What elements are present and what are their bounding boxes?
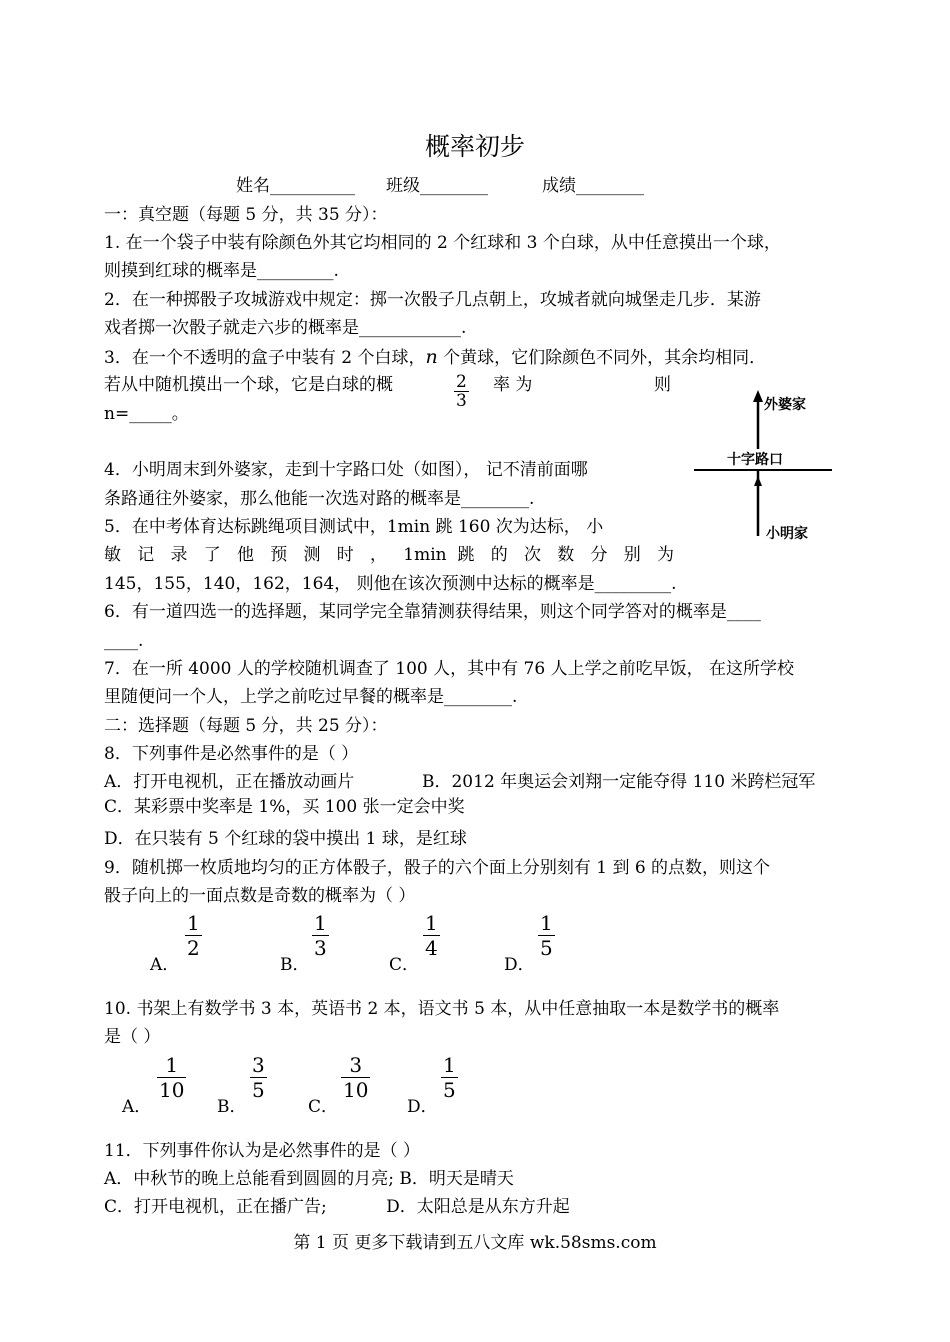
q11-stem: 11．下列事件你认为是必然事件的是（ ） [104, 1141, 421, 1161]
q9-option-c-frac [423, 912, 440, 959]
class-field: 班级________ [386, 176, 488, 196]
q10-option-d-frac [441, 1054, 458, 1101]
q9-line2: 骰子向上的一面点数是奇数的概率为（ ） [104, 886, 416, 906]
q3-text-b: 个黄球，它们除颜色不同外，其余均相同． [437, 348, 767, 368]
q11-options-cd: C．打开电视机，正在播广告; D．太阳总是从东方升起 [104, 1197, 570, 1217]
q4-line2: 条路通往外婆家，那么他能一次选对路的概率是________. [104, 489, 535, 509]
q9-a-den: 2 [187, 936, 200, 960]
q5-line3: 145，155，140，162，164， 则他在该次预测中达标的概率是_________. [104, 574, 677, 594]
score-field: 成绩________ [542, 176, 644, 196]
label-grandma-home: 外婆家 [764, 397, 806, 413]
q9-option-a-label: A． [150, 955, 180, 975]
q10-a-den: 10 [159, 1078, 185, 1102]
q9-d-den: 5 [540, 936, 553, 960]
q8-option-a: A．打开电视机，正在播放动画片 [104, 772, 355, 792]
q9-line1: 9．随机掷一枚质地均匀的正方体骰子，骰子的六个面上分别刻有 1 到 6 的点数，则这个 [104, 858, 771, 878]
q6-line1: 6．有一道四选一的选择题，某同学完全靠猜测获得结果，则这个同学答对的概率是____ [104, 602, 761, 622]
q10-d-num: 1 [443, 1053, 456, 1077]
q9-b-num: 1 [314, 911, 327, 935]
q10-option-c-label: C． [308, 1097, 339, 1117]
q3-var-n: n [425, 346, 438, 368]
q5-line2: 敏 记 录 了 他 预 测 时 ， 1min 跳 的 次 数 分 别 为 [104, 545, 674, 565]
label-xiaoming-home: 小明家 [766, 526, 808, 542]
q8-stem: 8．下列事件是必然事件的是（ ） [104, 744, 359, 764]
q8-option-c: C．某彩票中奖率是 1%，买 100 张一定会中奖 [104, 797, 465, 817]
q9-a-num: 1 [187, 911, 200, 935]
q1-line2: 则摸到红球的概率是_________. [104, 261, 339, 281]
q3-frac-den: 3 [456, 391, 467, 411]
q10-line2: 是（ ） [104, 1027, 161, 1047]
q10-option-d-label: D． [407, 1097, 438, 1117]
q6-line2: ____. [104, 631, 144, 651]
q3-line1 [104, 346, 766, 369]
q3-fraction [454, 374, 469, 409]
q7-line2: 里随便问一个人，上学之前吃过早餐的概率是________. [104, 687, 518, 707]
q10-option-a-frac [157, 1054, 186, 1101]
page-title: 概率初步 [424, 132, 525, 161]
q10-c-den: 10 [343, 1078, 369, 1102]
q9-option-b-label: B． [280, 955, 310, 975]
q8-option-b: B．2012 年奥运会刘翔一定能夺得 110 米跨栏冠军 [422, 772, 816, 792]
q7-line1: 7．在一所 4000 人的学校随机调查了 100 人，其中有 76 人上学之前吃早饭， 在这所学校 [104, 659, 794, 679]
q4-line1: 4．小明周末到外婆家，走到十字路口处（如图）， 记不清前面哪 [104, 460, 588, 480]
q10-option-b-label: B． [217, 1097, 247, 1117]
q10-c-num: 3 [349, 1053, 363, 1077]
q11-options-ab: A．中秋节的晚上总能看到圆圆的月亮; B．明天是晴天 [104, 1169, 514, 1189]
page-footer: 第 1 页 更多下载请到五八文库 wk.58sms.com [293, 1233, 657, 1253]
q2-line1: 2．在一种掷骰子攻城游戏中规定：掷一次骰子几点朝上，攻城者就向城堡走几步．某游 [104, 290, 761, 310]
q9-option-b-frac [312, 912, 329, 959]
section1-heading: 一：真空题（每题 5 分，共 35 分）： [104, 205, 388, 225]
q10-d-den: 5 [443, 1078, 456, 1102]
name-field: 姓名__________ [236, 176, 355, 196]
q1-line1: 1. 在一个袋子中装有除颜色外其它均相同的 2 个红球和 3 个白球，从中任意摸出一个球， [104, 233, 781, 253]
q3-line2b: 率 为 [493, 375, 533, 395]
q9-option-a-frac [185, 912, 202, 959]
q3-text-a: 3．在一个不透明的盒子中装有 2 个白球， [104, 348, 426, 368]
q9-d-num: 1 [540, 911, 553, 935]
q3-frac-num: 2 [456, 372, 467, 392]
q2-line2: 戏者掷一次骰子就走六步的概率是____________. [104, 318, 467, 338]
q9-c-num: 1 [425, 911, 438, 935]
section2-heading: 二：选择题（每题 5 分，共 25 分）： [104, 716, 388, 736]
q9-option-c-label: C． [389, 955, 420, 975]
q10-option-c-frac [341, 1054, 370, 1101]
label-crossroad: 十字路口 [726, 449, 784, 469]
q9-c-den: 4 [425, 936, 438, 960]
q10-a-num: 1 [165, 1053, 179, 1077]
q3-line2a: 若从中随机摸出一个球，它是白球的概 [104, 375, 393, 395]
q9-b-den: 3 [314, 936, 327, 960]
q9-option-d-label: D． [504, 955, 535, 975]
q10-b-den: 5 [252, 1078, 265, 1102]
q10-b-num: 3 [252, 1053, 265, 1077]
q10-option-a-label: A． [122, 1097, 152, 1117]
q8-option-d: D．在只装有 5 个红球的袋中摸出 1 球，是红球 [104, 829, 467, 849]
q10-line1: 10. 书架上有数学书 3 本，英语书 2 本，语文书 5 本，从中任意抽取一本是数学书的概率 [104, 999, 780, 1019]
q3-line3: n=_____。 [104, 404, 189, 424]
q10-option-b-frac [250, 1054, 267, 1101]
q5-line1: 5．在中考体育达标跳绳项目测试中，1min 跳 160 次为达标， 小 [104, 517, 604, 537]
q3-line2c: 则 [654, 375, 671, 395]
q9-option-d-frac [538, 912, 555, 959]
